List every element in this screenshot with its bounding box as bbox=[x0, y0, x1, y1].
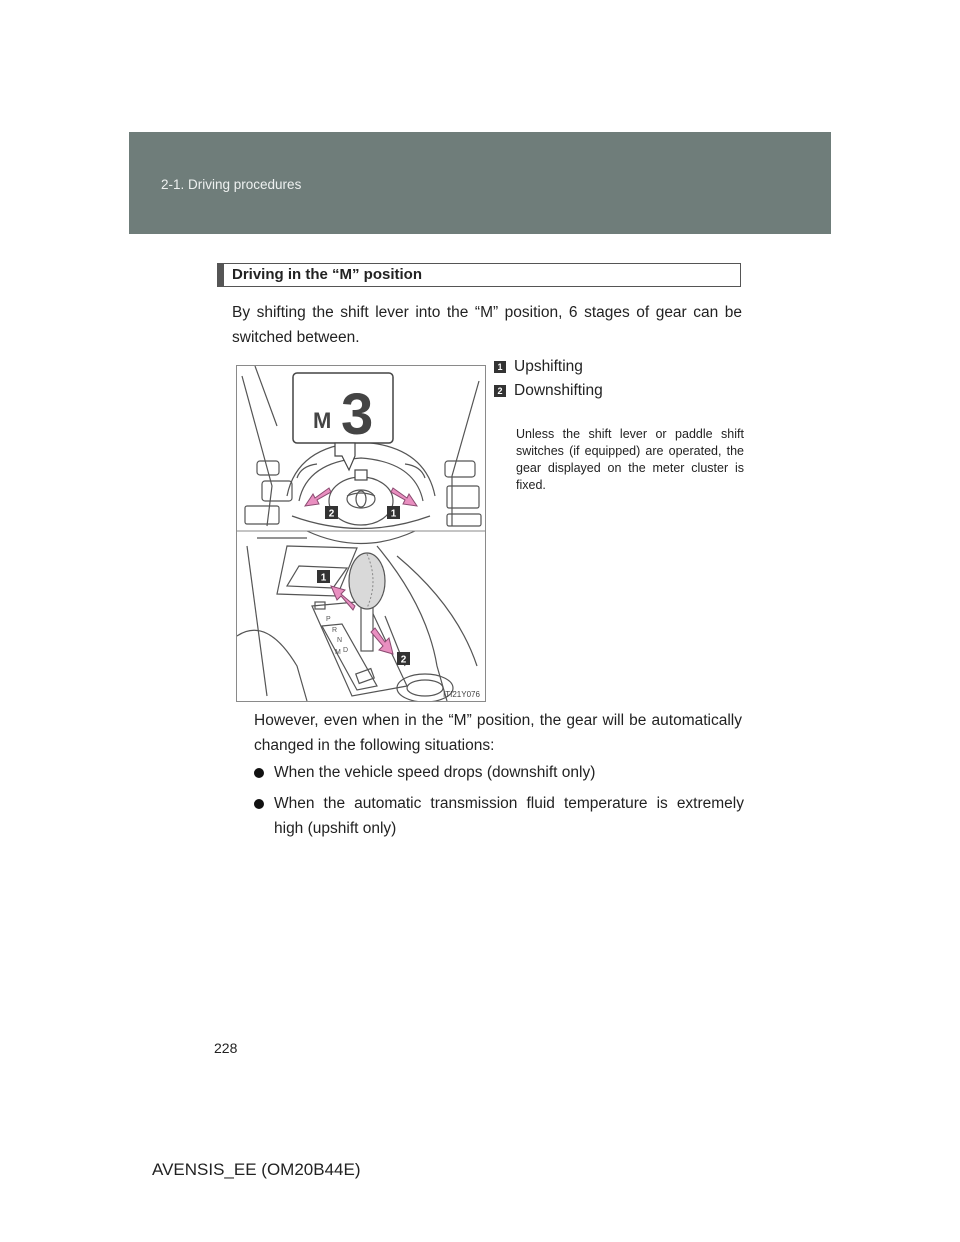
page-number: 228 bbox=[214, 1040, 238, 1056]
bullet-dot-icon bbox=[254, 799, 264, 809]
display-digit: 3 bbox=[341, 382, 374, 447]
svg-text:1: 1 bbox=[390, 508, 397, 520]
list-item: When the vehicle speed drops (downshift only) bbox=[254, 760, 744, 785]
marker-2-top bbox=[325, 506, 338, 520]
downshift-paddle-arrow bbox=[305, 488, 331, 506]
svg-text:R: R bbox=[332, 627, 338, 634]
marker-2-bottom bbox=[397, 652, 410, 666]
svg-text:P: P bbox=[326, 616, 331, 623]
bullet-list bbox=[254, 760, 744, 847]
svg-text:2: 2 bbox=[400, 654, 407, 666]
intro-paragraph: By shifting the shift lever into the “M” position, 6 stages of gear can be switched between. bbox=[232, 304, 742, 346]
gate-letters bbox=[326, 616, 348, 656]
marker-1-bottom bbox=[317, 570, 330, 584]
meter-display-callout bbox=[293, 373, 393, 480]
legend-badge-2: 2 bbox=[494, 385, 506, 397]
svg-text:1: 1 bbox=[320, 572, 327, 584]
svg-text:M: M bbox=[335, 649, 341, 656]
legend-label-upshifting: Upshifting bbox=[514, 358, 583, 375]
situation-paragraph: However, even when in the “M” position, the gear will be automatically changed in the following situations: bbox=[254, 712, 742, 754]
footer-manual-code: AVENSIS_EE (OM20B44E) bbox=[152, 1160, 361, 1179]
section-title-box bbox=[217, 263, 741, 287]
legend-label-downshifting: Downshifting bbox=[514, 382, 603, 399]
legend-item-downshifting bbox=[494, 382, 744, 406]
upshift-paddle-arrow bbox=[391, 488, 417, 506]
figure-illustration bbox=[236, 365, 486, 702]
list-item: When the automatic transmission fluid temperature is extremely high (upshift only) bbox=[254, 791, 744, 841]
bullet-dot-icon bbox=[254, 768, 264, 778]
header-band bbox=[129, 132, 831, 234]
section-title: Driving in the “M” position bbox=[232, 266, 422, 283]
legend-note: Unless the shift lever or paddle shift switches (if equipped) are operated, the gear displayed on the meter cluster is fixed. bbox=[516, 427, 744, 492]
svg-text:2: 2 bbox=[328, 508, 335, 520]
svg-text:D: D bbox=[343, 647, 349, 654]
legend-badge-1: 1 bbox=[494, 361, 506, 373]
legend-item-upshifting bbox=[494, 358, 744, 382]
display-letter: M bbox=[313, 408, 332, 433]
shift-illustration bbox=[237, 366, 485, 701]
figure-legend bbox=[494, 358, 744, 494]
marker-1-top bbox=[387, 506, 400, 520]
section-breadcrumb: 2-1. Driving procedures bbox=[161, 177, 302, 192]
section-title-bar bbox=[218, 264, 224, 286]
svg-text:N: N bbox=[337, 637, 343, 644]
image-code: ITI21Y076 bbox=[443, 690, 480, 699]
